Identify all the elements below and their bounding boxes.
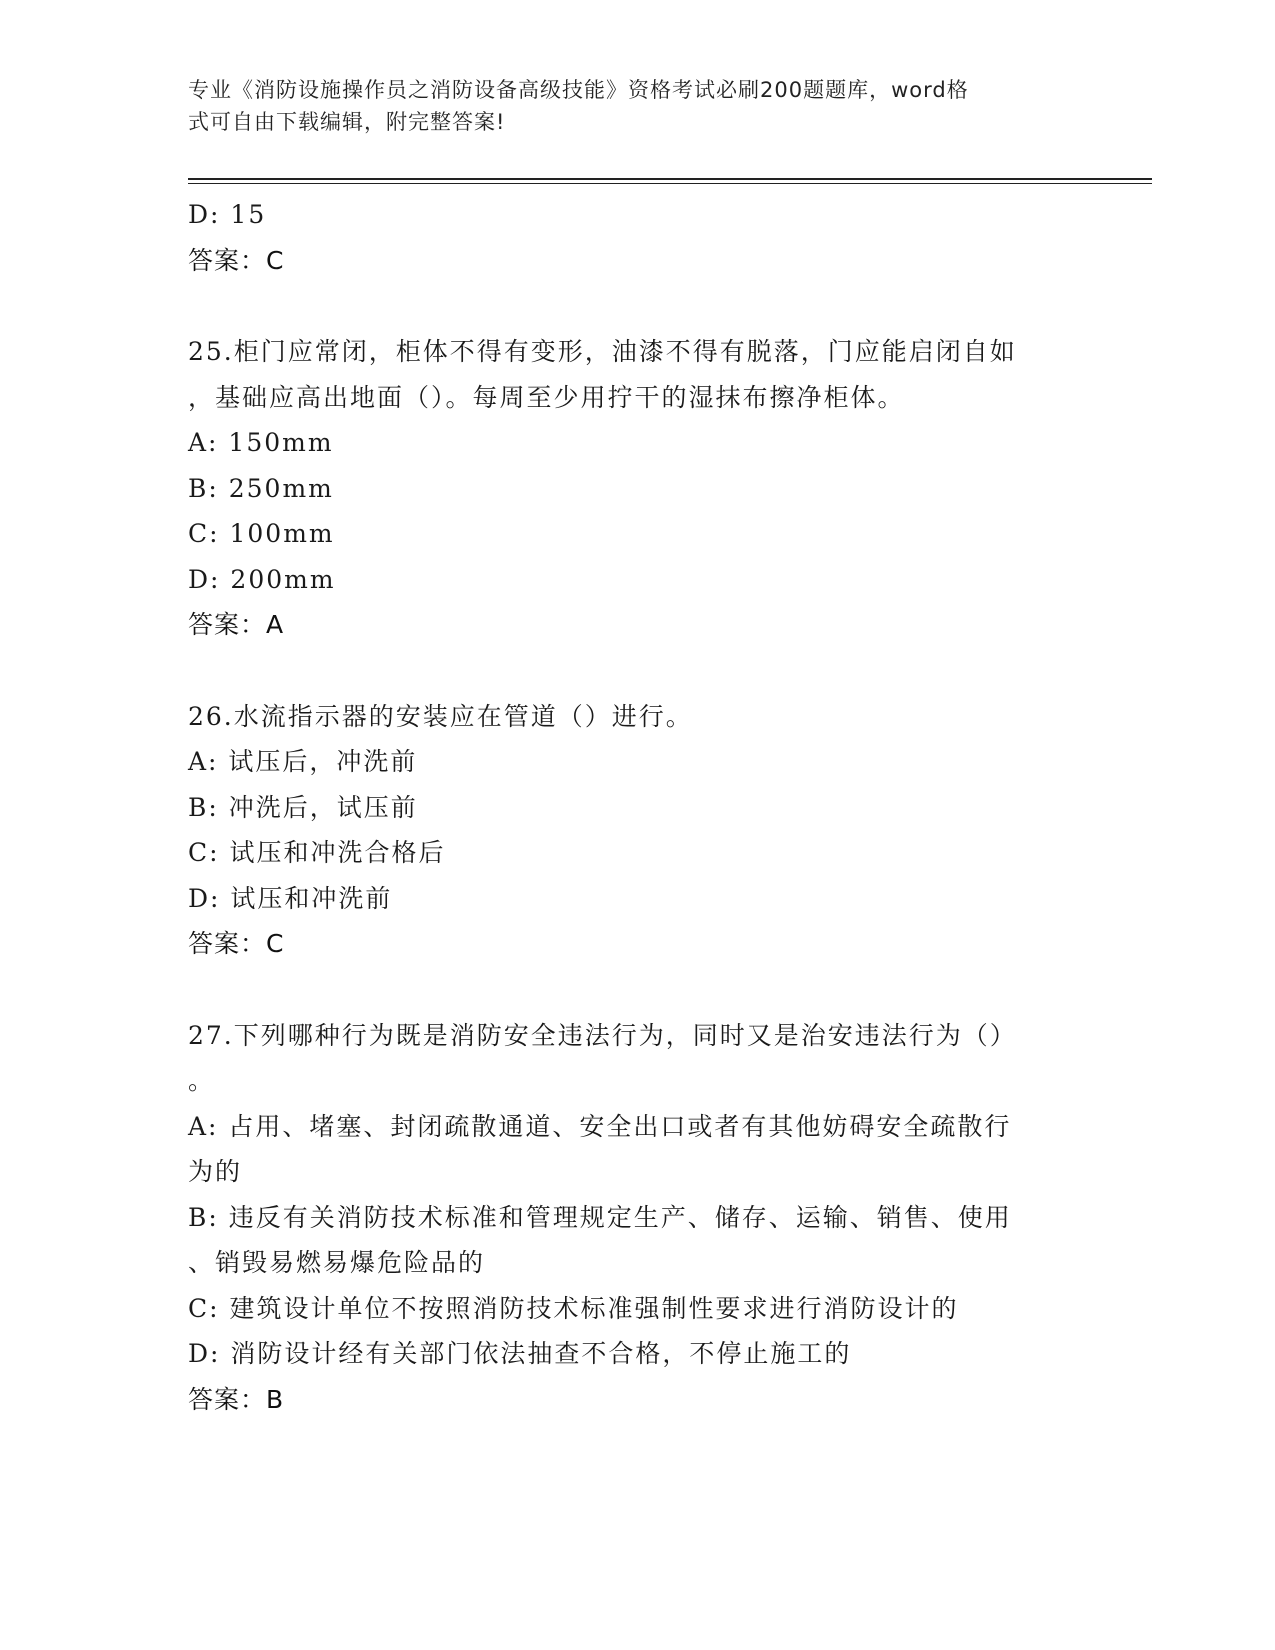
header-line-2: 式可自由下载编辑，附完整答案! — [188, 110, 506, 134]
spacer — [188, 648, 1088, 694]
option-b: B: 冲洗后，试压前 — [188, 792, 418, 822]
option-c: C: 建筑设计单位不按照消防技术标准强制性要求进行消防设计的 — [188, 1293, 959, 1323]
option-d: D: 15 — [188, 200, 267, 229]
previous-question-tail — [188, 192, 1088, 283]
document-header — [188, 74, 1068, 138]
option-b: B: 250mm — [188, 473, 334, 503]
option-d: D: 消防设计经有关部门依法抽查不合格，不停止施工的 — [188, 1339, 852, 1368]
question-26 — [188, 694, 1088, 967]
option-a: A: 占用、堵塞、封闭疏散通道、安全出口或者有其他妨碍安全疏散行 — [188, 1111, 1012, 1141]
answer-line: 答案：C — [188, 245, 285, 275]
spacer — [188, 283, 1088, 329]
question-stem-line: 26.水流指示器的安装应在管道（）进行。 — [188, 701, 693, 731]
answer-line: 答案：B — [188, 1384, 285, 1414]
option-a-continued: 为的 — [188, 1157, 243, 1186]
question-stem-line: 27.下列哪种行为既是消防安全违法行为，同时又是治安违法行为（） — [188, 1020, 1017, 1050]
option-b-continued: 、销毁易燃易爆危险品的 — [188, 1248, 486, 1277]
question-stem-line: 25.柜门应常闭，柜体不得有变形，油漆不得有脱落，门应能启闭自如 — [188, 337, 1017, 366]
question-25 — [188, 329, 1088, 648]
option-b: B: 违反有关消防技术标准和管理规定生产、储存、运输、销售、使用 — [188, 1202, 1012, 1232]
question-list — [188, 192, 1088, 1422]
option-c: C: 100mm — [188, 519, 335, 548]
answer-line: 答案：C — [188, 929, 285, 958]
option-a: A: 150mm — [188, 428, 334, 457]
option-a: A: 试压后，冲洗前 — [188, 747, 418, 776]
option-d: D: 试压和冲洗前 — [188, 883, 393, 913]
answer-line: 答案：A — [188, 610, 285, 639]
header-line-1: 专业《消防设施操作员之消防设备高级技能》资格考试必刷200题题库，word格 — [188, 78, 969, 102]
option-c: C: 试压和冲洗合格后 — [188, 838, 446, 867]
header-divider-thin — [188, 183, 1152, 184]
header-divider-thick — [188, 178, 1152, 180]
option-d: D: 200mm — [188, 564, 336, 594]
question-stem-line: 。 — [188, 1066, 216, 1095]
spacer — [188, 967, 1088, 1013]
question-stem-line: ，基础应高出地面（）。每周至少用拧干的湿抹布擦净柜体。 — [188, 382, 905, 412]
question-27 — [188, 1013, 1088, 1423]
